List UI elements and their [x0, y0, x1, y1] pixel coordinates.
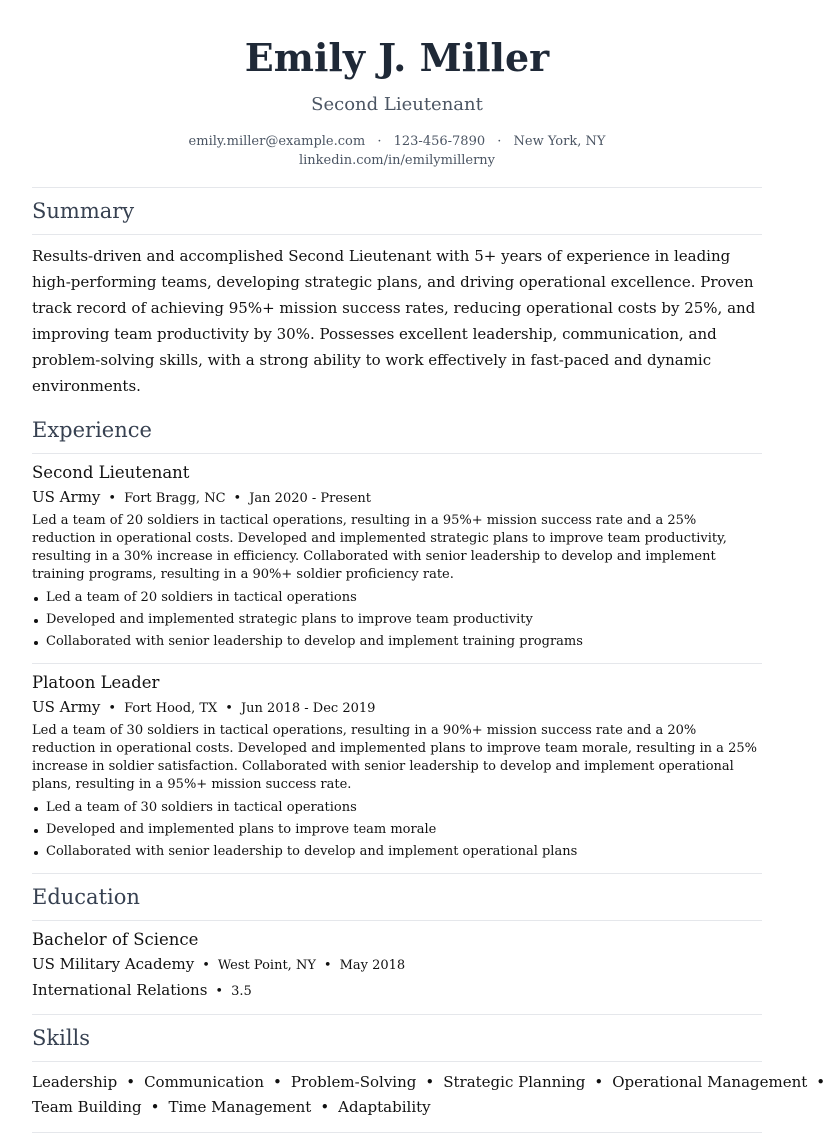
contact-separator: ·	[377, 134, 382, 149]
list-item: Led a team of 20 soldiers in tactical operations	[32, 587, 762, 609]
summary-heading: Summary	[32, 199, 135, 223]
job-location: Fort Bragg, NC	[124, 491, 226, 506]
skill-separator: •	[126, 1073, 136, 1091]
summary-section	[32, 188, 762, 407]
school-location: West Point, NY	[217, 958, 316, 973]
job-organization: US Army	[32, 698, 101, 716]
list-item: Developed and implemented plans to improve team morale	[32, 819, 762, 841]
school-name: US Military Academy	[32, 955, 195, 973]
graduation-date: May 2018	[339, 958, 406, 973]
skills-heading: Skills	[32, 1026, 91, 1050]
education-field-row	[32, 980, 762, 1002]
skill-item: Strategic Planning	[443, 1073, 586, 1091]
job-bullets	[32, 797, 762, 863]
meta-separator: •	[215, 984, 224, 999]
skill-item: Adaptability	[338, 1098, 431, 1116]
candidate-name: Emily J. Miller	[244, 35, 550, 80]
job-dates: Jun 2018 - Dec 2019	[240, 701, 376, 716]
skill-item: Team Building	[32, 1098, 142, 1116]
skill-separator: •	[273, 1073, 282, 1091]
meta-separator: •	[225, 701, 233, 716]
contact-line-1	[32, 132, 762, 151]
skill-separator: •	[150, 1098, 160, 1116]
skills-section	[32, 1015, 826, 1133]
meta-separator: •	[233, 491, 242, 506]
skill-item: Communication	[144, 1073, 264, 1091]
job-description: Led a team of 20 soldiers in tactical operations, resulting in a 95%+ mission success rate and a 25% reduction in operational costs. Developed and implemented strategic plans to improve team productivity, resulting in a 30% increase in efficiency. Collaborated with senior leadership to develop and implement training programs, resulting in a 90%+ soldier proficiency rate.	[32, 513, 727, 582]
skill-item: Leadership	[32, 1073, 118, 1091]
skill-separator: •	[320, 1098, 330, 1116]
education-entry	[32, 921, 762, 1014]
job-entry	[32, 664, 762, 873]
email-link[interactable]: emily.miller@example.com	[188, 134, 366, 149]
location: New York, NY	[513, 134, 606, 149]
gpa: 3.5	[231, 984, 252, 999]
resume-header	[32, 0, 762, 170]
experience-section	[32, 407, 762, 874]
skill-item: Operational Management	[612, 1073, 808, 1091]
skill-separator: •	[425, 1073, 435, 1091]
job-organization: US Army	[32, 488, 101, 506]
contact-info	[32, 132, 762, 170]
job-role: Platoon Leader	[32, 673, 160, 692]
skill-separator: •	[816, 1073, 826, 1091]
field-of-study: International Relations	[32, 981, 208, 999]
contact-separator: ·	[497, 134, 502, 149]
meta-separator: •	[323, 958, 332, 973]
experience-heading: Experience	[32, 418, 152, 442]
job-location: Fort Hood, TX	[124, 701, 218, 716]
meta-separator: •	[108, 491, 117, 506]
job-meta	[32, 487, 762, 509]
phone-number: 123-456-7890	[393, 134, 486, 149]
skill-separator: •	[594, 1073, 604, 1091]
linkedin-link[interactable]: linkedin.com/in/emilymillerny	[298, 153, 496, 168]
meta-separator: •	[202, 958, 210, 973]
list-item: Led a team of 30 soldiers in tactical operations	[32, 797, 762, 819]
job-meta	[32, 697, 762, 719]
meta-separator: •	[108, 701, 117, 716]
skills-list	[32, 1062, 826, 1132]
job-dates: Jan 2020 - Present	[249, 491, 372, 506]
summary-text: Results-driven and accomplished Second Lieutenant with 5+ years of experience in leading high-performing teams, developing strategic plans, and driving operational excellence. Proven track record of achieving 95%+ mission success rates, reducing operational costs by 25%, and improving team productivity by 30%. Possesses excellent leadership, communication, and problem-solving skills, with a strong ability to work effectively in fast-paced and dynamic environments.	[32, 247, 756, 395]
job-entry	[32, 454, 762, 663]
candidate-title: Second Lieutenant	[311, 94, 483, 115]
job-bullets	[32, 587, 762, 653]
degree: Bachelor of Science	[32, 930, 199, 949]
list-item: Collaborated with senior leadership to develop and implement operational plans	[32, 841, 762, 863]
skill-item: Problem-Solving	[290, 1073, 417, 1091]
education-meta	[32, 954, 762, 976]
job-description: Led a team of 30 soldiers in tactical operations, resulting in a 90%+ mission success rate and a 20% reduction in operational costs. Developed and implemented plans to improve team morale, resulting in a 25% increase in soldier satisfaction. Collaborated with senior leadership to develop and implement operational plans, resulting in a 95%+ mission success rate.	[32, 723, 757, 792]
contact-line-2	[32, 151, 762, 170]
list-item: Collaborated with senior leadership to develop and implement training programs	[32, 631, 762, 653]
skill-item: Time Management	[168, 1098, 312, 1116]
education-heading: Education	[32, 885, 140, 909]
education-section	[32, 874, 762, 1015]
list-item: Developed and implemented strategic plans to improve team productivity	[32, 609, 762, 631]
job-role: Second Lieutenant	[32, 463, 190, 482]
